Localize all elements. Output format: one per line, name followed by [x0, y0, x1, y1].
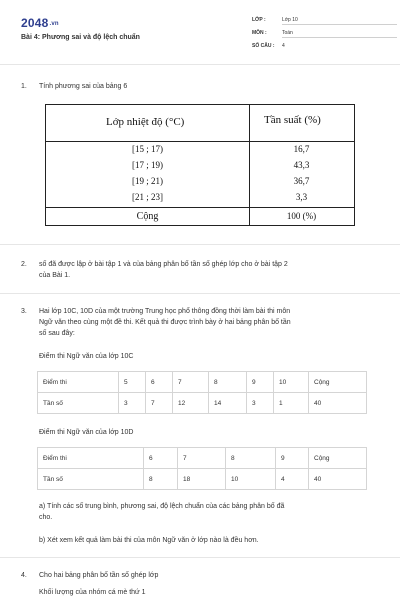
- table-row: [38, 469, 367, 490]
- logo-suffix: .vn: [49, 20, 59, 27]
- table-cell: 3: [119, 393, 146, 414]
- question-3-line-2: Ngữ văn theo cùng một đề thi. Kết quả thi được trình bày ở hai bảng phân bố tần: [39, 319, 291, 326]
- question-3-part-b: b) Xét xem kết quả làm bài thi của môn Ngữ văn ở lớp nào là đều hơn.: [39, 537, 259, 544]
- table-cell: 10: [274, 372, 309, 393]
- row-2-class: [17 ; 19): [132, 160, 163, 170]
- meta-subject-underline: [282, 37, 397, 38]
- question-2-line-1: số đã được lập ở bài tập 1 và của bảng phân bố tần số ghép lớp cho ở bài tập 2: [39, 261, 288, 268]
- table-cell: 6: [146, 372, 173, 393]
- table-row: [38, 448, 367, 469]
- question-3-part-a-line-2: cho.: [39, 514, 53, 521]
- question-4-text: Cho hai bảng phân bố tần số ghép lớp: [39, 572, 159, 579]
- table-header-divider: [46, 141, 354, 142]
- question-1: [21, 81, 381, 93]
- logo-text: 2048: [21, 16, 49, 30]
- table-cell: 9: [276, 448, 309, 469]
- lesson-title: Bài 4: Phương sai và độ lệch chuẩn: [21, 34, 140, 41]
- table-row: [38, 372, 367, 393]
- total-value: 100 (%): [286, 211, 317, 221]
- meta-class: [252, 17, 298, 23]
- table-cell: 10: [226, 469, 276, 490]
- table-cell: Điểm thi: [38, 448, 144, 469]
- question-4-subtitle: Khối lượng của nhóm cá mè thứ 1: [39, 589, 146, 596]
- question-divider-1: [0, 244, 400, 245]
- table-cell: Cộng: [309, 448, 367, 469]
- row-4-class: [21 ; 23]: [132, 192, 163, 202]
- table-cell: 6: [144, 448, 178, 469]
- question-2: [21, 259, 391, 283]
- question-2-number: 2.: [21, 261, 27, 268]
- meta-count-value: 4: [282, 43, 285, 49]
- row-3-frequency: 36,7: [293, 176, 310, 186]
- meta-class-value: Lớp 10: [282, 17, 298, 23]
- table-cell: 12: [173, 393, 209, 414]
- table-cell: 7: [146, 393, 173, 414]
- table-cell: 8: [144, 469, 178, 490]
- table-cell: 40: [309, 393, 367, 414]
- meta-count-key: SỐ CÂU :: [252, 43, 275, 49]
- row-2-frequency: 43,3: [293, 160, 310, 170]
- question-4: [21, 570, 391, 582]
- table-cell: 7: [173, 372, 209, 393]
- table-total-divider: [46, 207, 354, 208]
- table-10d-title: Điểm thi Ngữ văn của lớp 10D: [39, 429, 134, 436]
- question-divider-2: [0, 293, 400, 294]
- meta-class-key: LỚP :: [252, 17, 266, 23]
- meta-class-underline: [282, 24, 397, 25]
- table-cell: 3: [247, 393, 274, 414]
- scores-10d-table: [37, 447, 367, 490]
- question-3: [21, 306, 391, 342]
- row-1-class: [15 ; 17): [132, 144, 163, 154]
- scores-10c-table: [37, 371, 367, 414]
- site-logo[interactable]: [21, 16, 59, 30]
- question-3-part-a: [39, 501, 379, 523]
- table-row: [38, 393, 367, 414]
- meta-subject-value: Toán: [282, 30, 293, 36]
- table-cell: 4: [276, 469, 309, 490]
- table-cell: 8: [226, 448, 276, 469]
- table-10c-title: Điểm thi Ngữ văn của lớp 10C: [39, 353, 134, 360]
- meta-subject: [252, 30, 293, 36]
- table-cell: 9: [247, 372, 274, 393]
- table-cell: 40: [309, 469, 367, 490]
- table-cell: Điểm thi: [38, 372, 119, 393]
- table-cell: Tần số: [38, 469, 144, 490]
- question-1-number: 1.: [21, 83, 27, 90]
- question-2-line-2: của Bài 1.: [39, 272, 71, 279]
- question-3-number: 3.: [21, 308, 27, 315]
- question-3-part-a-line-1: a) Tính các số trung bình, phương sai, độ lệch chuẩn của các bảng phân bố đã: [39, 503, 285, 510]
- table-cell: 7: [178, 448, 226, 469]
- table-cell: Tần số: [38, 393, 119, 414]
- table-cell: 5: [119, 372, 146, 393]
- header-temperature-class: Lớp nhiệt độ (°C): [106, 116, 185, 128]
- worksheet-header: [0, 0, 400, 50]
- meta-count: [252, 43, 285, 49]
- question-4-number: 4.: [21, 572, 27, 579]
- temperature-frequency-table: [45, 104, 355, 226]
- meta-subject-key: MÔN :: [252, 30, 267, 36]
- table-cell: Cộng: [309, 372, 367, 393]
- row-1-frequency: 16,7: [293, 144, 310, 154]
- header-divider: [0, 64, 400, 65]
- row-3-class: [19 ; 21): [132, 176, 163, 186]
- question-3-line-1: Hai lớp 10C, 10D của một trường Trung học phổ thông đồng thời làm bài thi môn: [39, 308, 291, 315]
- table-cell: 18: [178, 469, 226, 490]
- table-cell: 14: [209, 393, 247, 414]
- total-label: Cộng: [136, 211, 159, 222]
- question-3-line-3: số sau đây:: [39, 330, 75, 337]
- table-cell: 8: [209, 372, 247, 393]
- header-frequency: Tần suất (%): [264, 114, 321, 126]
- row-4-frequency: 3,3: [295, 192, 308, 202]
- question-divider-3: [0, 557, 400, 558]
- question-1-text: Tính phương sai của bảng 6: [39, 83, 128, 90]
- table-cell: 1: [274, 393, 309, 414]
